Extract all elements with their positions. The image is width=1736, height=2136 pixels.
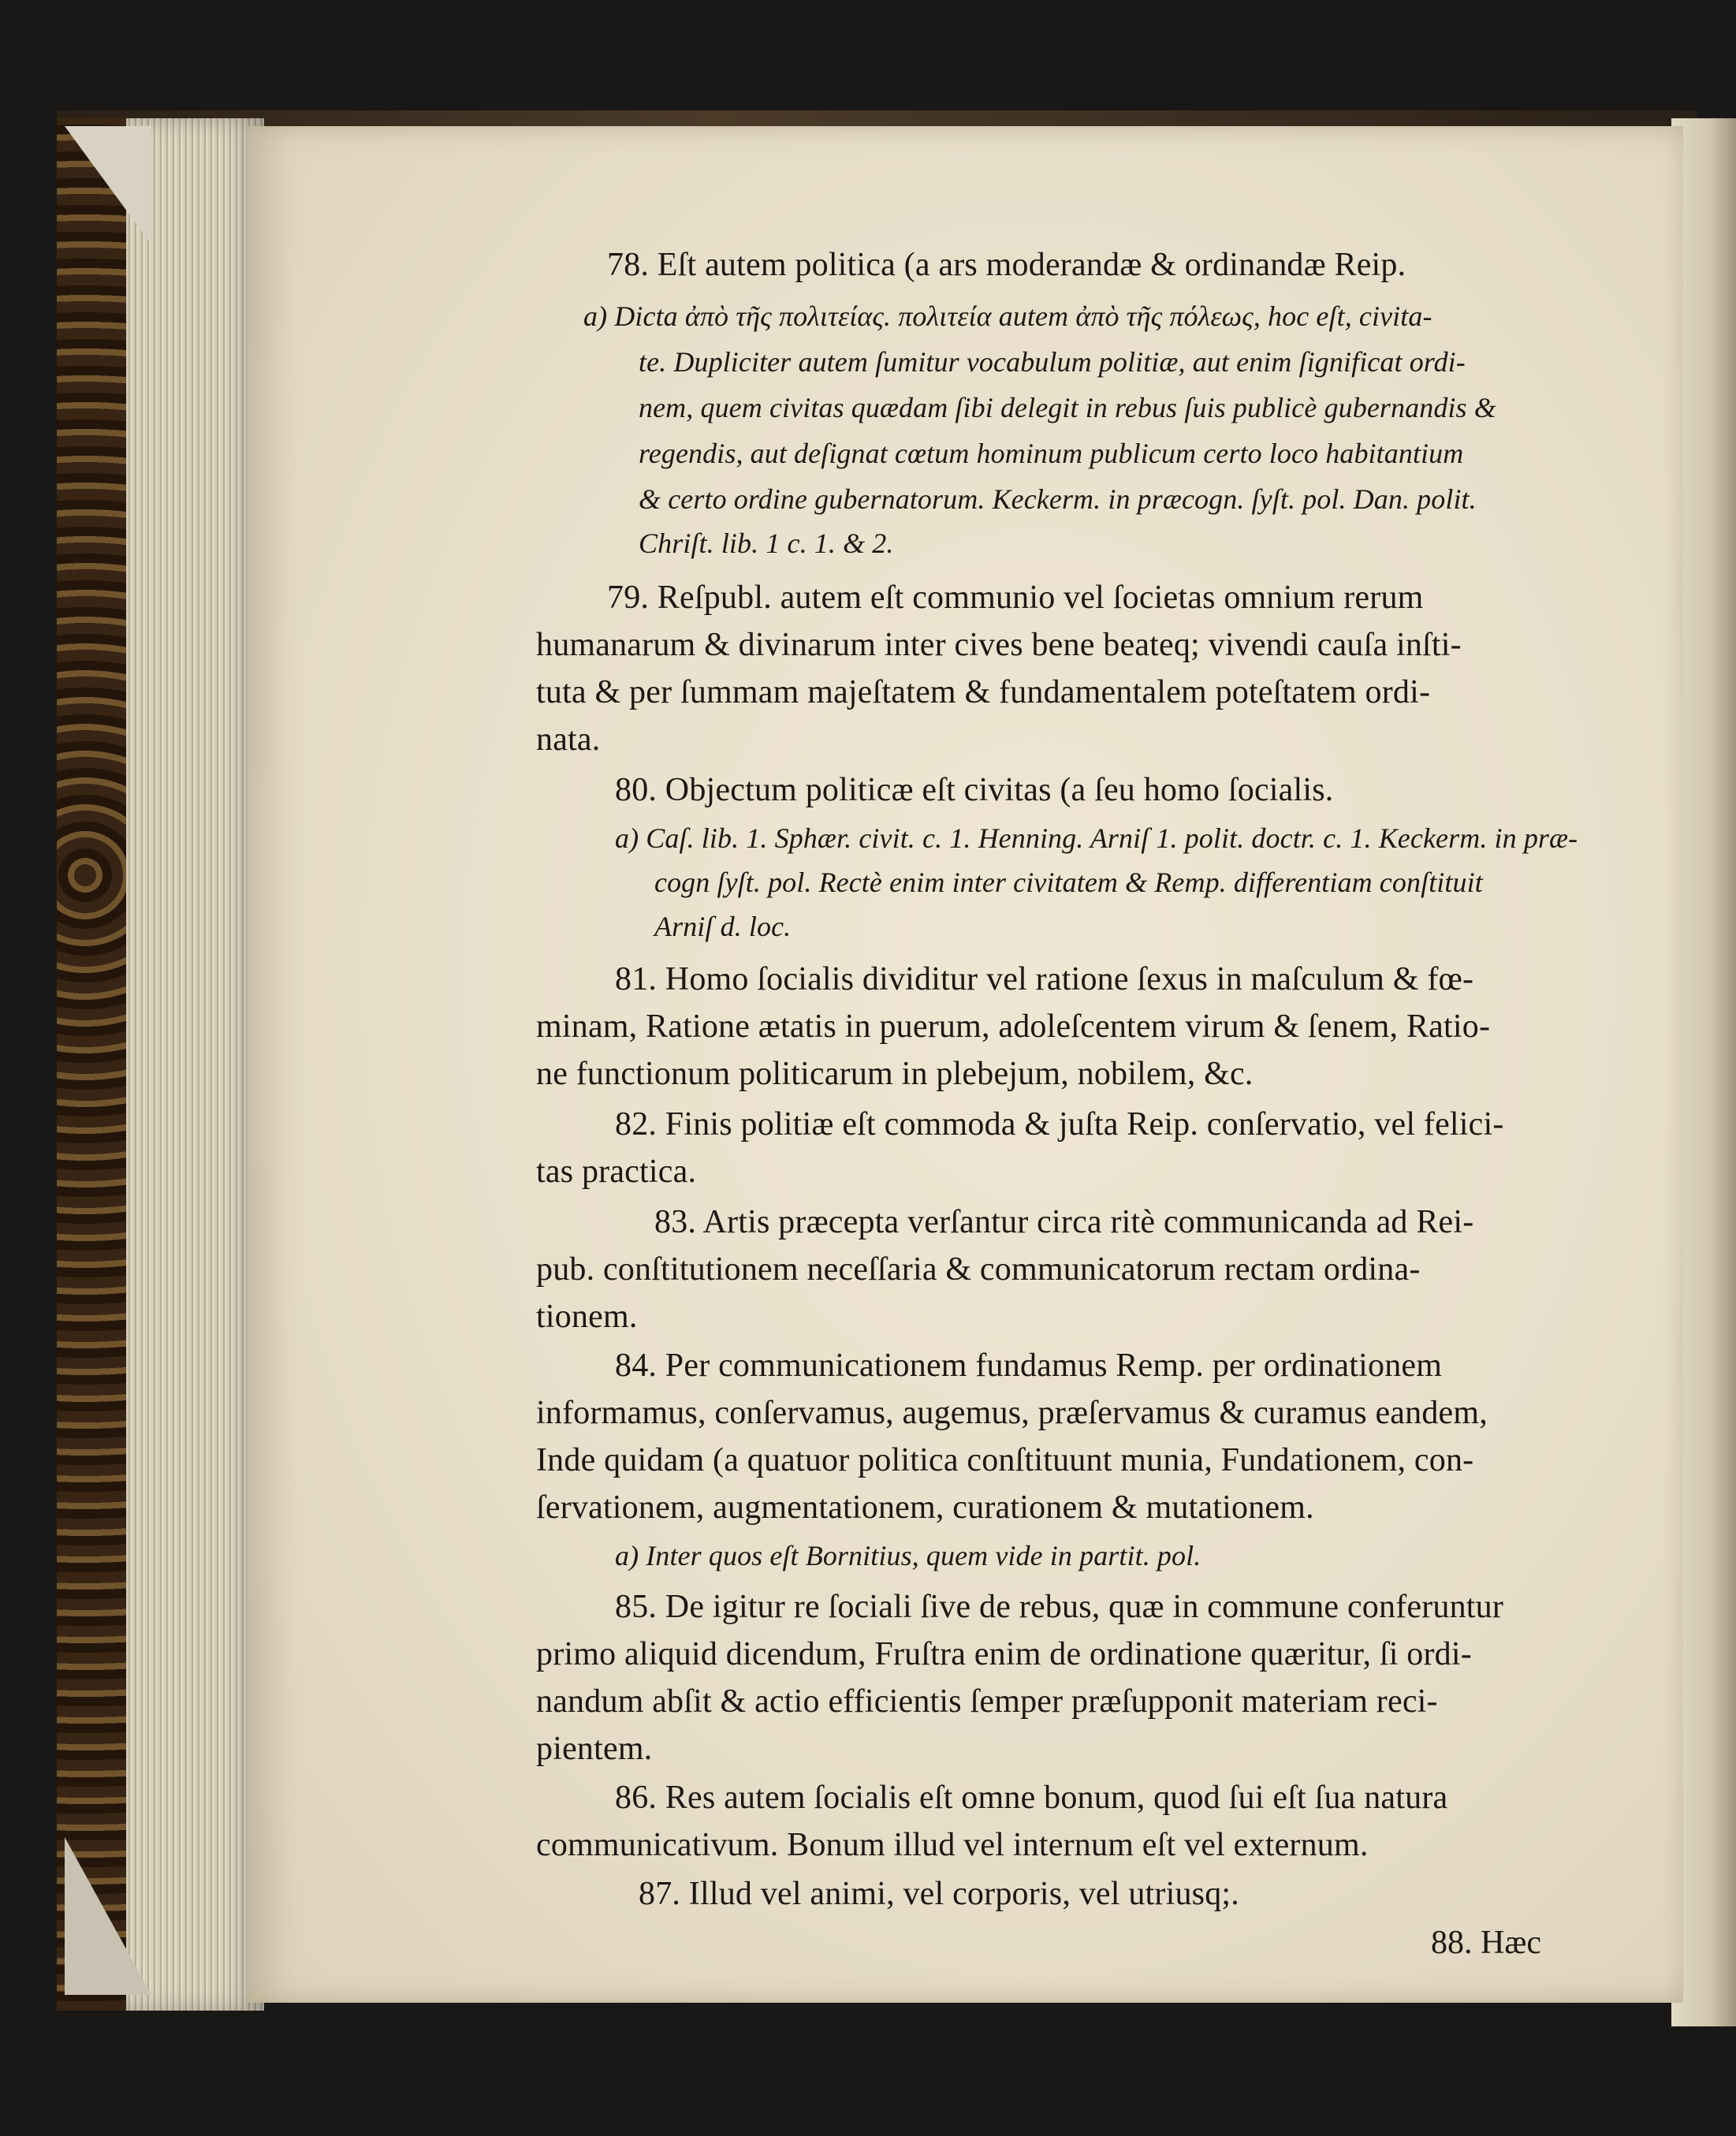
paragraph-line: pientem. [536,1731,653,1767]
footnote-line: Arniſ d. loc. [654,911,792,942]
paragraph-85-line: 85. De igitur re ſociali ſive de rebus, quæ in commune conferuntur [615,1589,1504,1625]
footnote-line: regendis, aut deſignat cœtum hominum publicum certo loco habitantium [639,438,1464,469]
paragraph-line: minam, Ratione ætatis in puerum, adoleſcentem virum & ſenem, Ratio- [536,1008,1491,1045]
footnote-line: a) Caſ. lib. 1. Sphær. civit. c. 1. Henning. Arniſ 1. polit. doctr. c. 1. Keckerm. in præ- [615,822,1578,854]
paragraph-line: ne functionum politicarum in plebejum, nobilem, &c. [536,1056,1254,1092]
paragraph-83-line: 83. Artis præcepta verſantur circa ritè communicanda ad Rei- [654,1204,1474,1240]
page-edges-stack [126,118,264,2011]
footnote-line: te. Dupliciter autem ſumitur vocabulum politiæ, aut enim ſignificat ordi- [639,346,1466,378]
paragraph-79-line: 79. Reſpubl. autem eſt communio vel ſocietas omnium rerum [607,580,1424,616]
paragraph-80-line: 80. Objectum politicæ eſt civitas (a ſeu homo ſocialis. [615,772,1334,808]
paragraph-line: Inde quidam (a quatuor politica conſtituunt munia, Fundationem, con- [536,1442,1474,1478]
catchword: 88. Hæc [1431,1925,1541,1961]
paragraph-81-line: 81. Homo ſocialis dividitur vel ratione ſexus in maſculum & fœ- [615,961,1474,997]
paragraph-line: nandum abſit & actio efficientis ſemper præſupponit materiam reci- [536,1683,1438,1720]
paragraph-line: humanarum & divinarum inter cives bene beateq; vivendi cauſa inſti- [536,627,1462,663]
footnote-line: a) Inter quos eſt Bornitius, quem vide in partit. pol. [615,1540,1201,1571]
footnote-line: Chriſt. lib. 1 c. 1. & 2. [639,527,894,559]
paragraph-line: pub. conſtitutionem neceſſaria & communicatorum rectam ordina- [536,1251,1421,1288]
paragraph-line: tionem. [536,1299,638,1335]
footnote-line: cogn ſyſt. pol. Rectè enim inter civitatem & Remp. differentiam conſtituit [654,867,1483,898]
paragraph-82-line: 82. Finis politiæ eſt commoda & juſta Reip. conſervatio, vel felici- [615,1106,1504,1143]
paragraph-78-line: 78. Eſt autem politica (a ars moderandæ & ordinandæ Reip. [607,247,1406,283]
footnote-line: & certo ordine gubernatorum. Keckerm. in præcogn. ſyſt. pol. Dan. polit. [639,483,1477,515]
paragraph-84-line: 84. Per communicationem fundamus Remp. per ordinationem [615,1348,1443,1384]
paragraph-line: ſervationem, augmentationem, curationem & mutationem. [536,1489,1314,1526]
paragraph-line: tuta & per ſummam majeſtatem & fundamentalem poteſtatem ordi- [536,674,1431,710]
footnote-line: nem, quem civitas quædam ſibi delegit in rebus ſuis publicè gubernandis & [639,392,1496,423]
paragraph-line: tas practica. [536,1154,697,1190]
paragraph-line: primo aliquid dicendum, Fruſtra enim de ordinatione quæritur, ſi ordi- [536,1636,1472,1672]
footnote-line: a) Dicta ἀπὸ τῆς πολιτείας. πολιτεία autem ἀπὸ τῆς πόλεως, hoc eſt, civita- [583,300,1432,332]
paragraph-line: communicativum. Bonum illud vel internum eſt vel externum. [536,1827,1369,1863]
paragraph-line: informamus, conſervamus, augemus, præſervamus & curamus eandem, [536,1395,1488,1431]
paragraph-86-line: 86. Res autem ſocialis eſt omne bonum, quod ſui eſt ſua natura [615,1780,1448,1816]
paragraph-line: nata. [536,721,601,758]
paragraph-87-line: 87. Illud vel animi, vel corporis, vel utriusq;. [639,1876,1239,1912]
